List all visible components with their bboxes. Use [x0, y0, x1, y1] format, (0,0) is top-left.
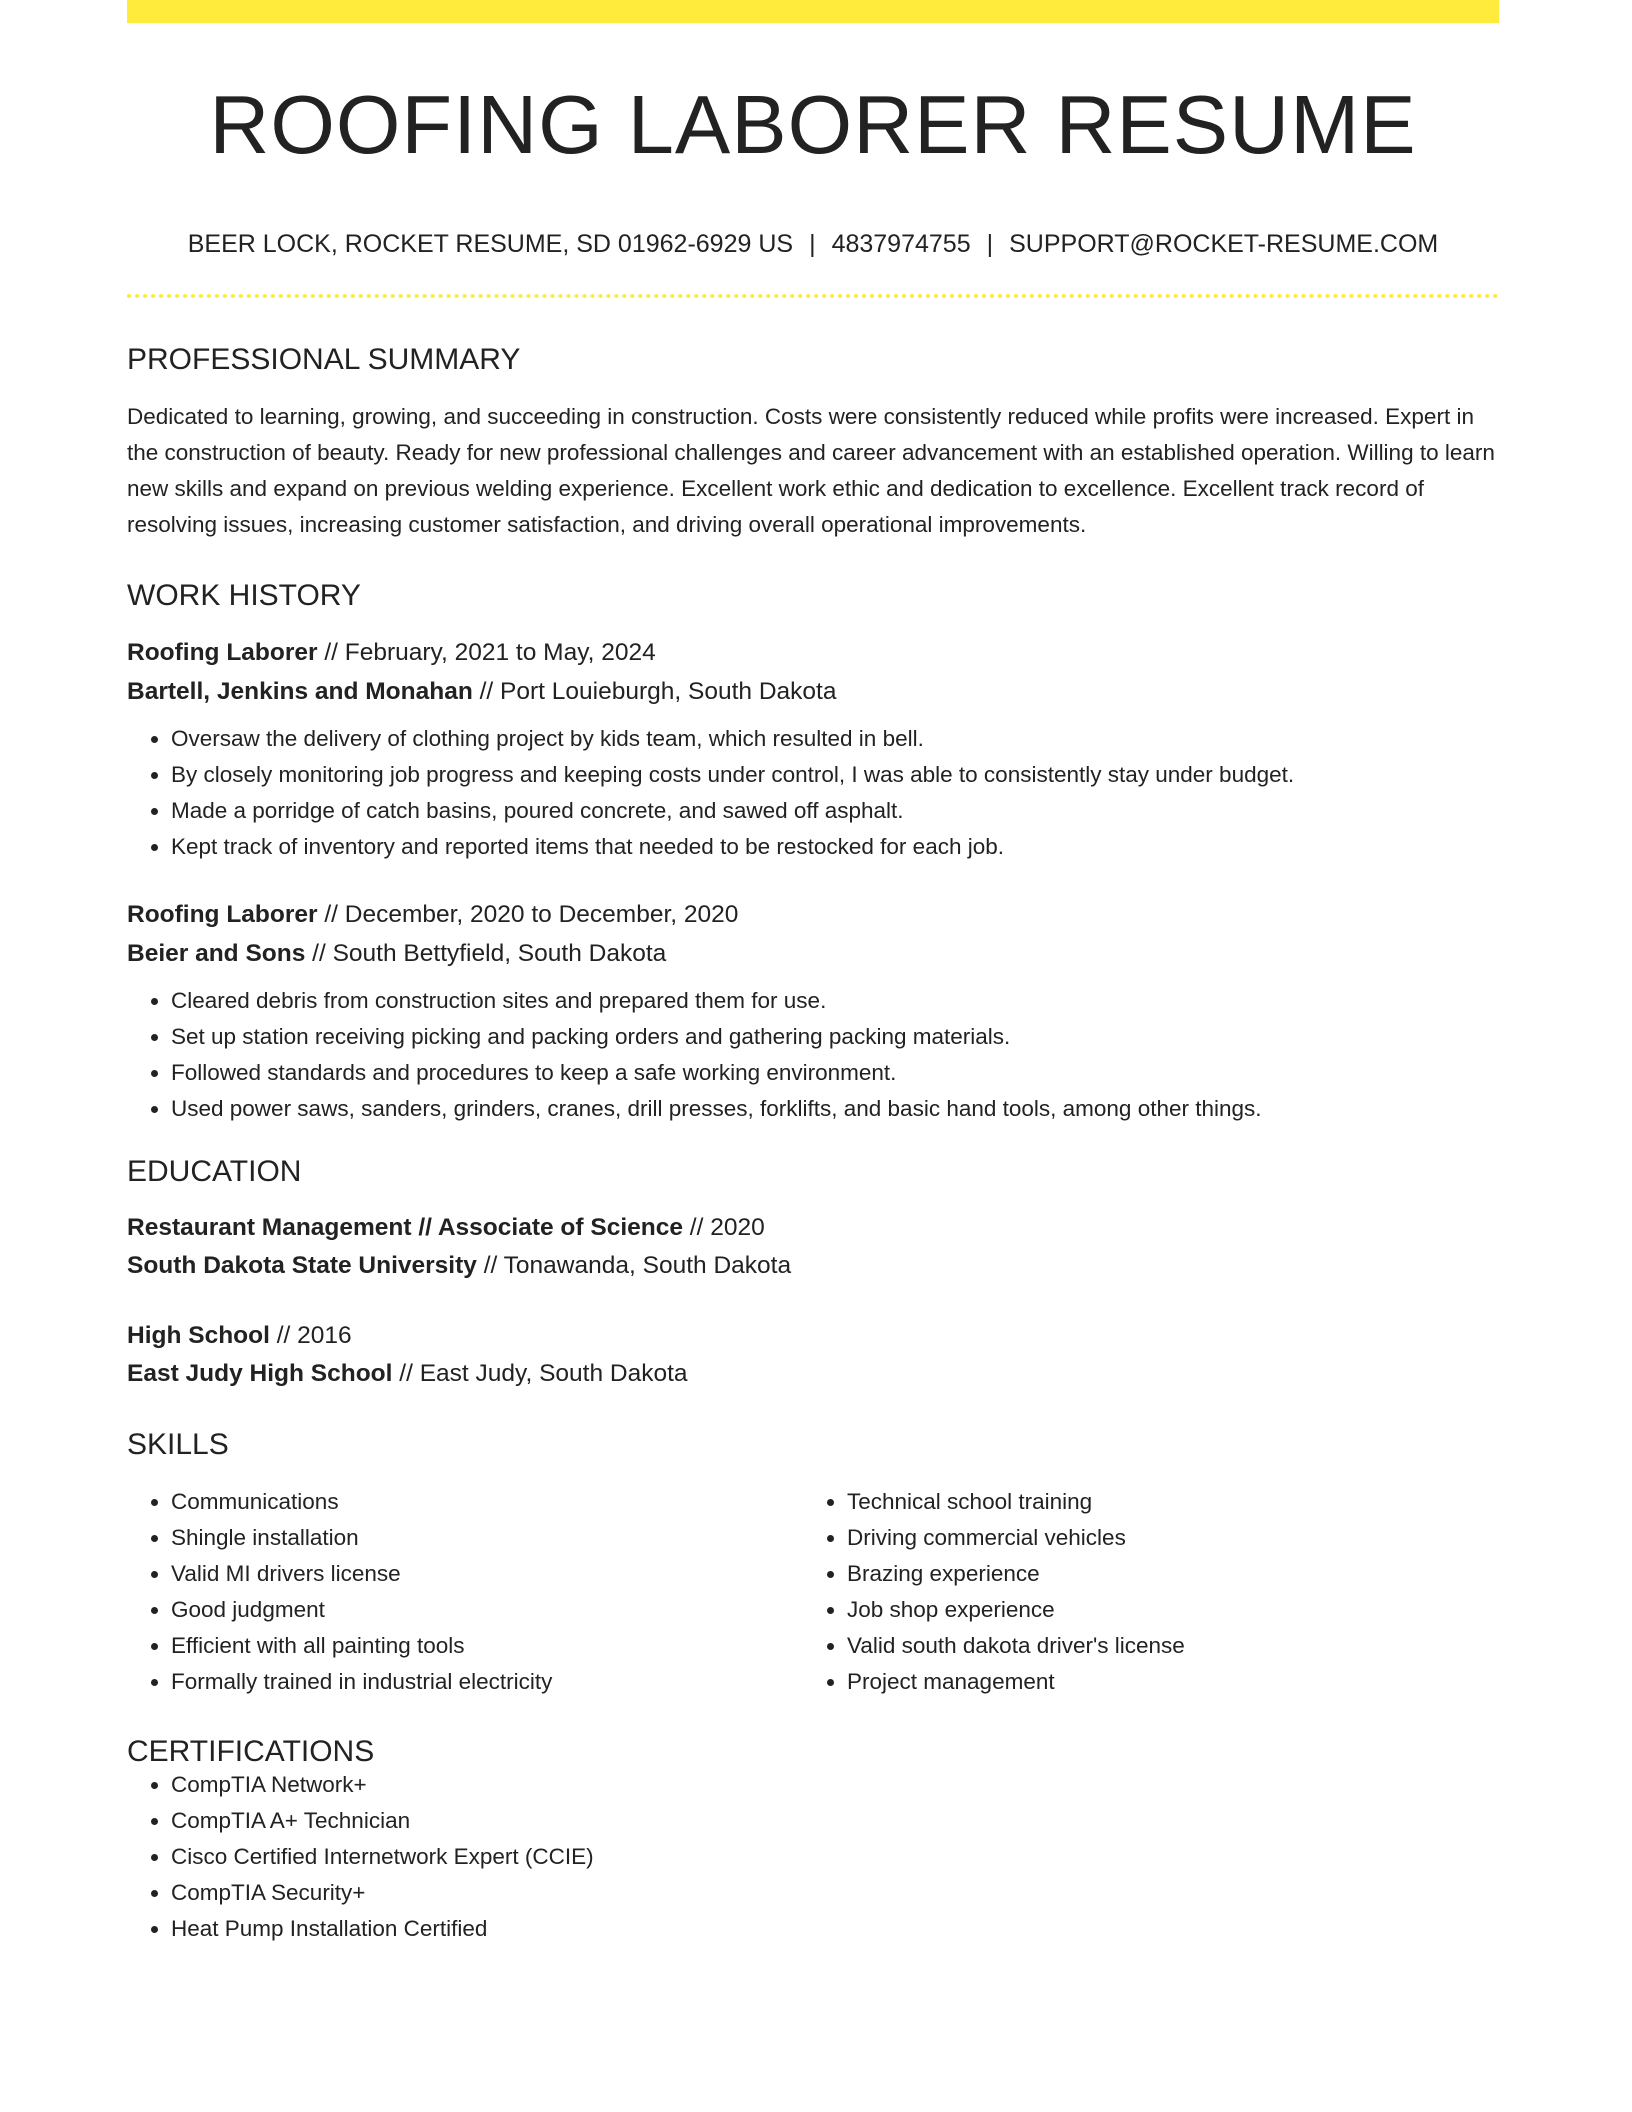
job-company-line: [127, 934, 1499, 973]
list-item: • Made a porridge of catch basins, poured concrete, and sawed off asphalt.: [171, 793, 1499, 829]
education-year: // 2016: [269, 1322, 352, 1349]
job-entry: [127, 633, 1499, 865]
education-entry: [127, 1317, 1499, 1393]
certification-item: • CompTIA A+ Technician: [171, 1803, 1499, 1839]
certifications-list: [127, 1767, 1499, 1947]
list-item: • Used power saws, sanders, grinders, cranes, drill presses, forklifts, and basic hand tools, among other things.: [171, 1091, 1499, 1127]
contact-phone: 4837974755: [831, 230, 971, 258]
certification-item: • CompTIA Network+: [171, 1767, 1499, 1803]
certifications-heading: CERTIFICATIONS: [127, 1735, 375, 1768]
skills-column-left: [127, 1484, 803, 1700]
summary-heading: PROFESSIONAL SUMMARY: [127, 343, 521, 376]
skill-item: • Valid MI drivers license: [171, 1556, 803, 1592]
list-item: • Followed standards and procedures to keep a safe working environment.: [171, 1055, 1499, 1091]
summary-text: Dedicated to learning, growing, and succeeding in construction. Costs were consistently reduced while profits were increased. Expert in the construction of beauty. Ready for new professional challenges and career advancement with an established operation. Willing to learn new skills and expand on previous welding experience. Excellent work ethic and dedication to excellence. Excellent track record of resolving issues, increasing customer satisfaction, and driving overall operational improvements.: [127, 404, 1495, 537]
header-divider: [127, 294, 1499, 298]
job-dates: // December, 2020 to December, 2020: [317, 901, 739, 928]
job-bullets: [127, 721, 1499, 865]
job-location: // Port Louieburgh, South Dakota: [472, 678, 837, 705]
skill-item: • Communications: [171, 1484, 803, 1520]
skill-item: • Shingle installation: [171, 1520, 803, 1556]
education-location: // East Judy, South Dakota: [392, 1360, 688, 1387]
job-company: Beier and Sons: [127, 940, 306, 967]
skill-item: • Project management: [847, 1664, 1479, 1700]
contact-line: [127, 232, 1499, 257]
job-title: Roofing Laborer: [127, 901, 318, 928]
work-history-heading: WORK HISTORY: [127, 579, 361, 612]
skills-grid: [127, 1484, 1499, 1700]
education-heading: EDUCATION: [127, 1155, 302, 1188]
job-title: Roofing Laborer: [127, 639, 318, 666]
skills-list-left: [127, 1484, 803, 1700]
list-item: • By closely monitoring job progress and keeping costs under control, I was able to consistently stay under budget.: [171, 757, 1499, 793]
list-item: • Cleared debris from construction sites and prepared them for use.: [171, 983, 1499, 1019]
skill-item: • Good judgment: [171, 1592, 803, 1628]
skills-heading: SKILLS: [127, 1428, 229, 1461]
accent-top-bar: [127, 0, 1499, 23]
skill-item: • Driving commercial vehicles: [847, 1520, 1479, 1556]
education-degree: High School: [127, 1322, 270, 1349]
job-title-line: [127, 633, 1499, 672]
resume-page: [127, 0, 1499, 1947]
certification-item: • Cisco Certified Internetwork Expert (CCIE): [171, 1839, 1499, 1875]
list-item: • Kept track of inventory and reported items that needed to be restocked for each job.: [171, 829, 1499, 865]
job-bullets: [127, 983, 1499, 1127]
skill-item: • Formally trained in industrial electricity: [171, 1664, 803, 1700]
education-school-line: [127, 1247, 1499, 1285]
education-entry: [127, 1209, 1499, 1285]
education-degree-line: [127, 1317, 1499, 1355]
education-location: // Tonawanda, South Dakota: [476, 1252, 792, 1279]
education-degree-line: [127, 1209, 1499, 1247]
list-item: • Set up station receiving picking and packing orders and gathering packing materials.: [171, 1019, 1499, 1055]
skill-item: • Valid south dakota driver's license: [847, 1628, 1479, 1664]
certification-item: • CompTIA Security+: [171, 1875, 1499, 1911]
job-company: Bartell, Jenkins and Monahan: [127, 678, 473, 705]
list-item: • Oversaw the delivery of clothing project by kids team, which resulted in bell.: [171, 721, 1499, 757]
skills-list-right: [803, 1484, 1479, 1700]
job-location: // South Bettyfield, South Dakota: [305, 940, 667, 967]
job-entry: [127, 895, 1499, 1127]
education-school: South Dakota State University: [127, 1252, 477, 1279]
job-title-line: [127, 895, 1499, 934]
education-school: East Judy High School: [127, 1360, 393, 1387]
contact-separator: |: [986, 230, 994, 258]
skill-item: • Job shop experience: [847, 1592, 1479, 1628]
skills-column-right: [803, 1484, 1479, 1700]
job-company-line: [127, 672, 1499, 711]
contact-email: SUPPORT@ROCKET-RESUME.COM: [1009, 230, 1439, 258]
contact-separator: |: [809, 230, 816, 258]
skill-item: • Technical school training: [847, 1484, 1479, 1520]
job-dates: // February, 2021 to May, 2024: [317, 639, 656, 666]
education-degree: Restaurant Management // Associate of Science: [127, 1214, 683, 1241]
contact-address: BEER LOCK, ROCKET RESUME, SD 01962-6929 US: [187, 230, 794, 258]
skill-item: • Brazing experience: [847, 1556, 1479, 1592]
skill-item: • Efficient with all painting tools: [171, 1628, 803, 1664]
resume-title: ROOFING LABORER RESUME: [209, 78, 1417, 171]
certification-item: • Heat Pump Installation Certified: [171, 1911, 1499, 1947]
education-school-line: [127, 1355, 1499, 1393]
education-year: // 2020: [682, 1214, 765, 1241]
